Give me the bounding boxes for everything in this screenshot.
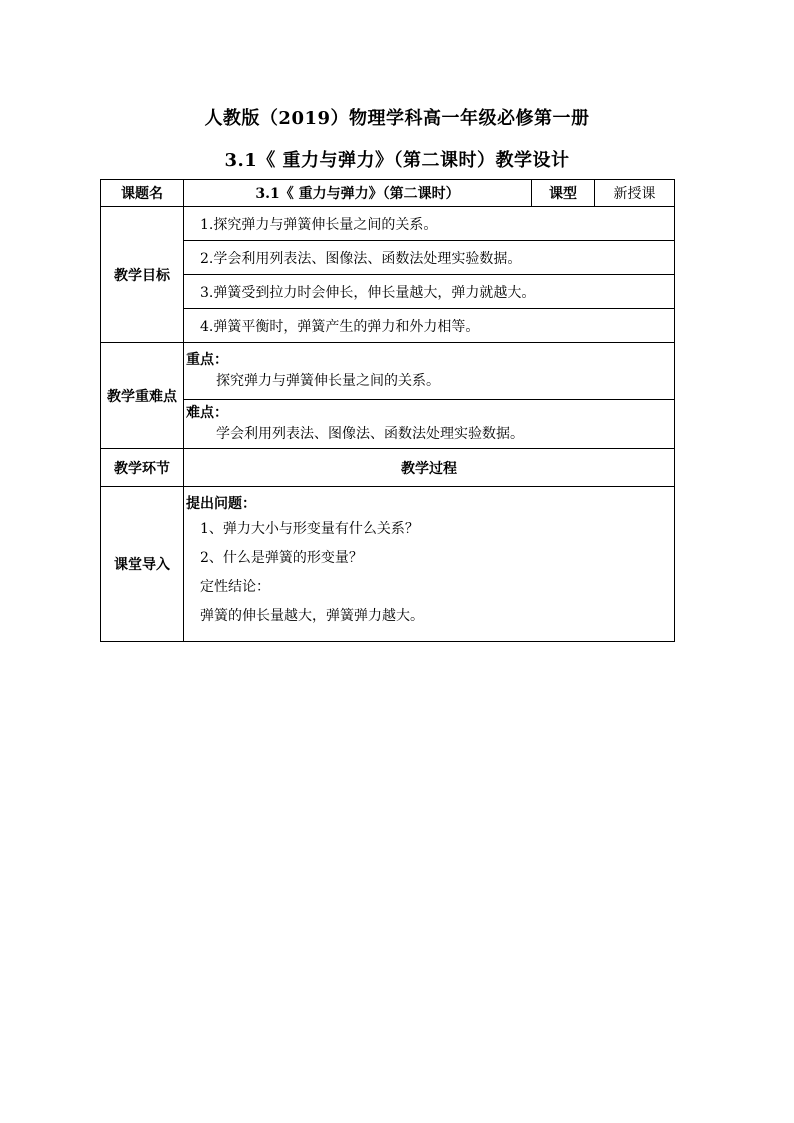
difficult-point-row [101,400,675,449]
intro-line: 1、弹力大小与形变量有什么关系？ [200,521,419,537]
teaching-process-heading: 教学过程 [184,449,675,487]
process-header-row [101,449,675,487]
intro-content [184,487,675,642]
objective-item: 2.学会利用列表法、图像法、函数法处理实验数据。 [184,241,675,275]
intro-line: 2、什么是弹簧的形变量？ [200,550,363,566]
objective-row [101,241,675,275]
intro-line: 弹簧的伸长量越大，弹簧弹力越大。 [200,608,424,624]
key-points-label: 教学重难点 [101,343,184,449]
intro-row [101,487,675,642]
key-point-cell [184,343,675,400]
intro-line: 定性结论： [200,579,270,595]
objective-item: 3.弹簧受到拉力时会伸长，伸长量越大，弹力就越大。 [184,275,675,309]
teaching-stage-label: 教学环节 [101,449,184,487]
objectives-label: 教学目标 [101,207,184,343]
objective-row [101,207,675,241]
topic-value: 3.1《 重力与弹力》（第二课时） [184,180,532,207]
key-point-row [101,343,675,400]
intro-label: 课堂导入 [101,487,184,642]
topic-row [101,180,675,207]
difficult-point-heading: 难点： [186,405,228,421]
objective-row [101,309,675,343]
lesson-type-label: 课型 [532,180,595,207]
difficult-point-text: 学会利用列表法、图像法、函数法处理实验数据。 [216,426,524,442]
topic-label: 课题名 [101,180,184,207]
lesson-type-value: 新授课 [595,180,675,207]
objective-row [101,275,675,309]
document-title: 人教版（2019）物理学科高一年级必修第一册 [204,108,590,129]
lesson-plan-table [100,179,675,642]
difficult-point-cell [184,400,675,449]
key-point-text: 探究弹力与弹簧伸长量之间的关系。 [216,373,440,389]
objective-item: 1.探究弹力与弹簧伸长量之间的关系。 [184,207,675,241]
intro-heading: 提出问题： [186,496,256,512]
document-subtitle: 3.1《 重力与弹力》（第二课时）教学设计 [224,150,570,171]
objective-item: 4.弹簧平衡时，弹簧产生的弹力和外力相等。 [184,309,675,343]
key-point-heading: 重点： [186,352,228,368]
